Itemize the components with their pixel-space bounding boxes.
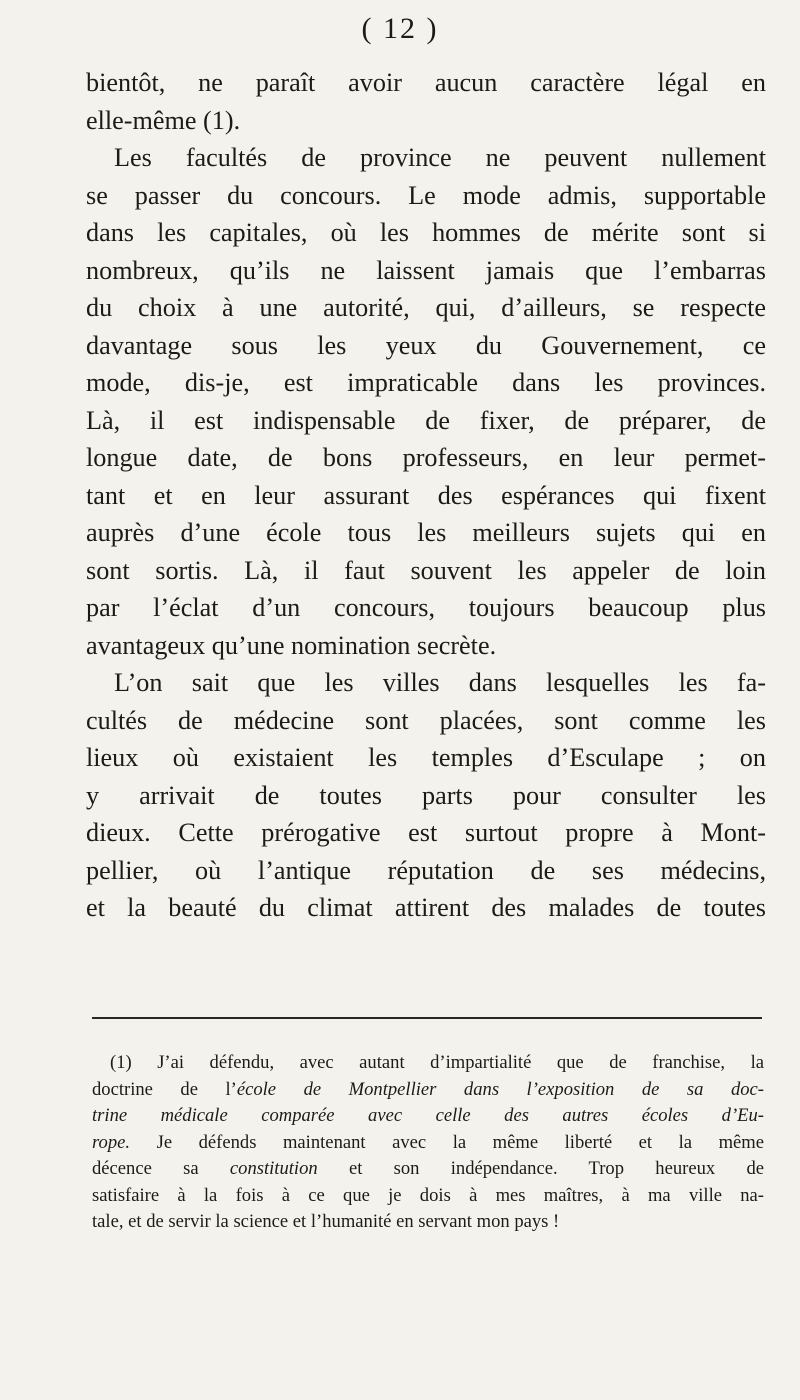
body-line: elle-même (1). — [86, 105, 241, 135]
body-line: dieux. Cette prérogative est surtout propre à Mont- — [86, 818, 766, 847]
body-line: avantageux qu’une nomination secrète. — [86, 630, 497, 660]
body-line: auprès d’une école tous les meilleurs sujets qui en — [86, 518, 766, 547]
body-line: tant et en leur assurant des espérances qui fixent — [86, 480, 766, 510]
page-number: ( 12 ) — [361, 12, 439, 45]
body-line: Là, il est indispensable de fixer, de préparer, de — [86, 405, 766, 435]
footnote-text: (1) J’ai défendu, avec autant d’impartialité que de franchise, la — [110, 1052, 764, 1073]
footnote-line — [92, 1209, 764, 1236]
footnote-line — [92, 1130, 764, 1157]
paragraph-start-line: Les facultés de province ne peuvent nullement — [114, 143, 766, 172]
body-line: mode, dis-je, est impraticable dans les provinces. — [86, 368, 766, 397]
footnote-italic-text: rope. — [92, 1131, 131, 1153]
footnote-italic-text: trine médicale comparée avec celle des autres écoles d’Eu- — [92, 1105, 764, 1126]
body-line: bientôt, ne paraît avoir aucun caractère légal en — [86, 68, 766, 97]
footnote-line — [92, 1077, 764, 1104]
body-line: du choix à une autorité, qui, d’ailleurs, se respecte — [86, 293, 766, 322]
body-text — [86, 64, 766, 927]
body-line: sont sortis. Là, il faut souvent les appeler de loin — [86, 555, 766, 585]
body-line: se passer du concours. Le mode admis, supportable — [86, 180, 766, 210]
footnote-line — [92, 1183, 764, 1210]
footnote-text: satisfaire à la fois à ce que je dois à mes maîtres, à ma ville na- — [92, 1184, 764, 1206]
paragraph-start-line: L’on sait que les villes dans lesquelles les fa- — [114, 668, 766, 697]
body-line: cultés de médecine sont placées, sont comme les — [86, 705, 766, 735]
footnote-line — [92, 1050, 764, 1077]
footnote-italic-text: école de Montpellier dans l’exposition de sa doc- — [236, 1078, 764, 1100]
body-line: davantage sous les yeux du Gouvernement, ce — [86, 330, 766, 360]
footnote — [92, 1050, 764, 1236]
body-line: y arrivait de toutes parts pour consulter les — [86, 780, 766, 810]
footnote-text: décence sa — [92, 1158, 230, 1179]
footnote-text: Je défends maintenant avec la même liberté et la même — [130, 1131, 764, 1153]
body-line: pellier, où l’antique réputation de ses médecins, — [86, 855, 766, 885]
body-line: et la beauté du climat attirent des malades de toutes — [86, 893, 766, 922]
footnote-text: doctrine de l’ — [92, 1078, 237, 1100]
footnote-line — [92, 1156, 764, 1183]
body-line: par l’éclat d’un concours, toujours beaucoup plus — [86, 593, 766, 622]
body-line: longue date, de bons professeurs, en leur permet- — [86, 443, 766, 472]
footnote-text: tale, et de servir la science et l’humanité en servant mon pays ! — [92, 1211, 560, 1232]
body-line: dans les capitales, où les hommes de mérite sont si — [86, 218, 766, 247]
footnote-separator — [92, 1017, 762, 1019]
footnote-line — [92, 1103, 764, 1130]
footnote-italic-text: constitution — [229, 1158, 318, 1179]
footnote-text: et son indépendance. Trop heureux de — [317, 1158, 764, 1179]
body-line: nombreux, qu’ils ne laissent jamais que l’embarras — [86, 255, 766, 285]
body-line: lieux où existaient les temples d’Esculape ; on — [86, 743, 766, 772]
